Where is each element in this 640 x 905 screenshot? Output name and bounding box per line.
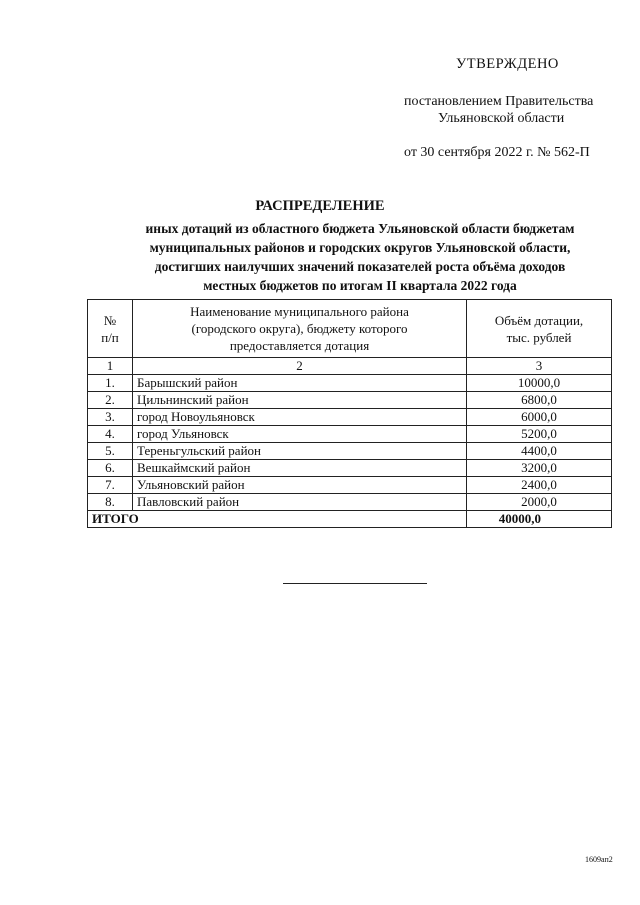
subtitle-line: иных дотаций из областного бюджета Ульяновской области бюджетам bbox=[145, 221, 575, 236]
table-row bbox=[88, 426, 612, 443]
row-name: город Новоульяновск bbox=[133, 409, 467, 426]
column-number: 1 bbox=[88, 358, 133, 375]
header-name-line-1: Наименование муниципального района bbox=[190, 304, 409, 319]
decree-date: от 30 сентября 2022 г. № 562-П bbox=[404, 145, 590, 160]
header-name-line-3: предоставляется дотация bbox=[229, 338, 370, 353]
document-title: РАСПРЕДЕЛЕНИЕ bbox=[255, 198, 385, 214]
row-value: 2000,0 bbox=[467, 494, 612, 511]
column-number-row bbox=[88, 358, 612, 375]
row-value: 2400,0 bbox=[467, 477, 612, 494]
closing-rule bbox=[283, 583, 427, 584]
row-number: 4. bbox=[88, 426, 133, 443]
decree-line-1: постановлением Правительства bbox=[404, 94, 594, 109]
decree-reference bbox=[404, 93, 593, 127]
table-row bbox=[88, 494, 612, 511]
document-subtitle bbox=[100, 219, 620, 295]
row-value: 3200,0 bbox=[467, 460, 612, 477]
row-number: 1. bbox=[88, 375, 133, 392]
row-name: Ульяновский район bbox=[133, 477, 467, 494]
header-number-line-2: п/п bbox=[101, 329, 119, 345]
row-value: 6000,0 bbox=[467, 409, 612, 426]
subtitle-line: муниципальных районов и городских округов Ульяновской области, bbox=[149, 240, 571, 255]
total-label: ИТОГО bbox=[88, 511, 467, 528]
header-number-line-1: № bbox=[103, 312, 117, 328]
table-row bbox=[88, 477, 612, 494]
row-name: Тереньгульский район bbox=[133, 443, 467, 460]
table-header-row bbox=[88, 300, 612, 358]
row-value: 4400,0 bbox=[467, 443, 612, 460]
column-number: 2 bbox=[133, 358, 467, 375]
row-number: 7. bbox=[88, 477, 133, 494]
row-value: 5200,0 bbox=[467, 426, 612, 443]
row-number: 5. bbox=[88, 443, 133, 460]
column-number: 3 bbox=[467, 358, 612, 375]
total-row bbox=[88, 511, 612, 528]
header-name-line-2: (городского округа), бюджету которого bbox=[191, 321, 408, 336]
approval-stamp-label: УТВЕРЖДЕНО bbox=[456, 56, 559, 72]
row-number: 2. bbox=[88, 392, 133, 409]
row-value: 10000,0 bbox=[467, 375, 612, 392]
table-row bbox=[88, 443, 612, 460]
subtitle-line: достигших наилучших значений показателей роста объёма доходов bbox=[154, 259, 566, 274]
distribution-table bbox=[87, 299, 612, 528]
row-name: Вешкаймский район bbox=[133, 460, 467, 477]
row-number: 8. bbox=[88, 494, 133, 511]
header-value bbox=[467, 300, 612, 358]
row-name: Барышский район bbox=[133, 375, 467, 392]
subtitle-line: местных бюджетов по итогам II квартала 2022 года bbox=[203, 278, 517, 293]
header-name bbox=[133, 300, 467, 358]
header-value-line-1: Объём дотации, bbox=[494, 312, 584, 328]
row-name: Павловский район bbox=[133, 494, 467, 511]
row-number: 6. bbox=[88, 460, 133, 477]
document-code: 1609ап2 bbox=[585, 855, 613, 864]
header-number bbox=[88, 300, 133, 358]
row-number: 3. bbox=[88, 409, 133, 426]
header-value-line-2: тыс. рублей bbox=[506, 329, 572, 345]
decree-line-2: Ульяновской области bbox=[438, 111, 565, 126]
row-name: Цильнинский район bbox=[133, 392, 467, 409]
table-row bbox=[88, 409, 612, 426]
total-value: 40000,0 bbox=[467, 511, 612, 528]
table-row bbox=[88, 460, 612, 477]
table-row bbox=[88, 375, 612, 392]
row-name: город Ульяновск bbox=[133, 426, 467, 443]
row-value: 6800,0 bbox=[467, 392, 612, 409]
table-row bbox=[88, 392, 612, 409]
